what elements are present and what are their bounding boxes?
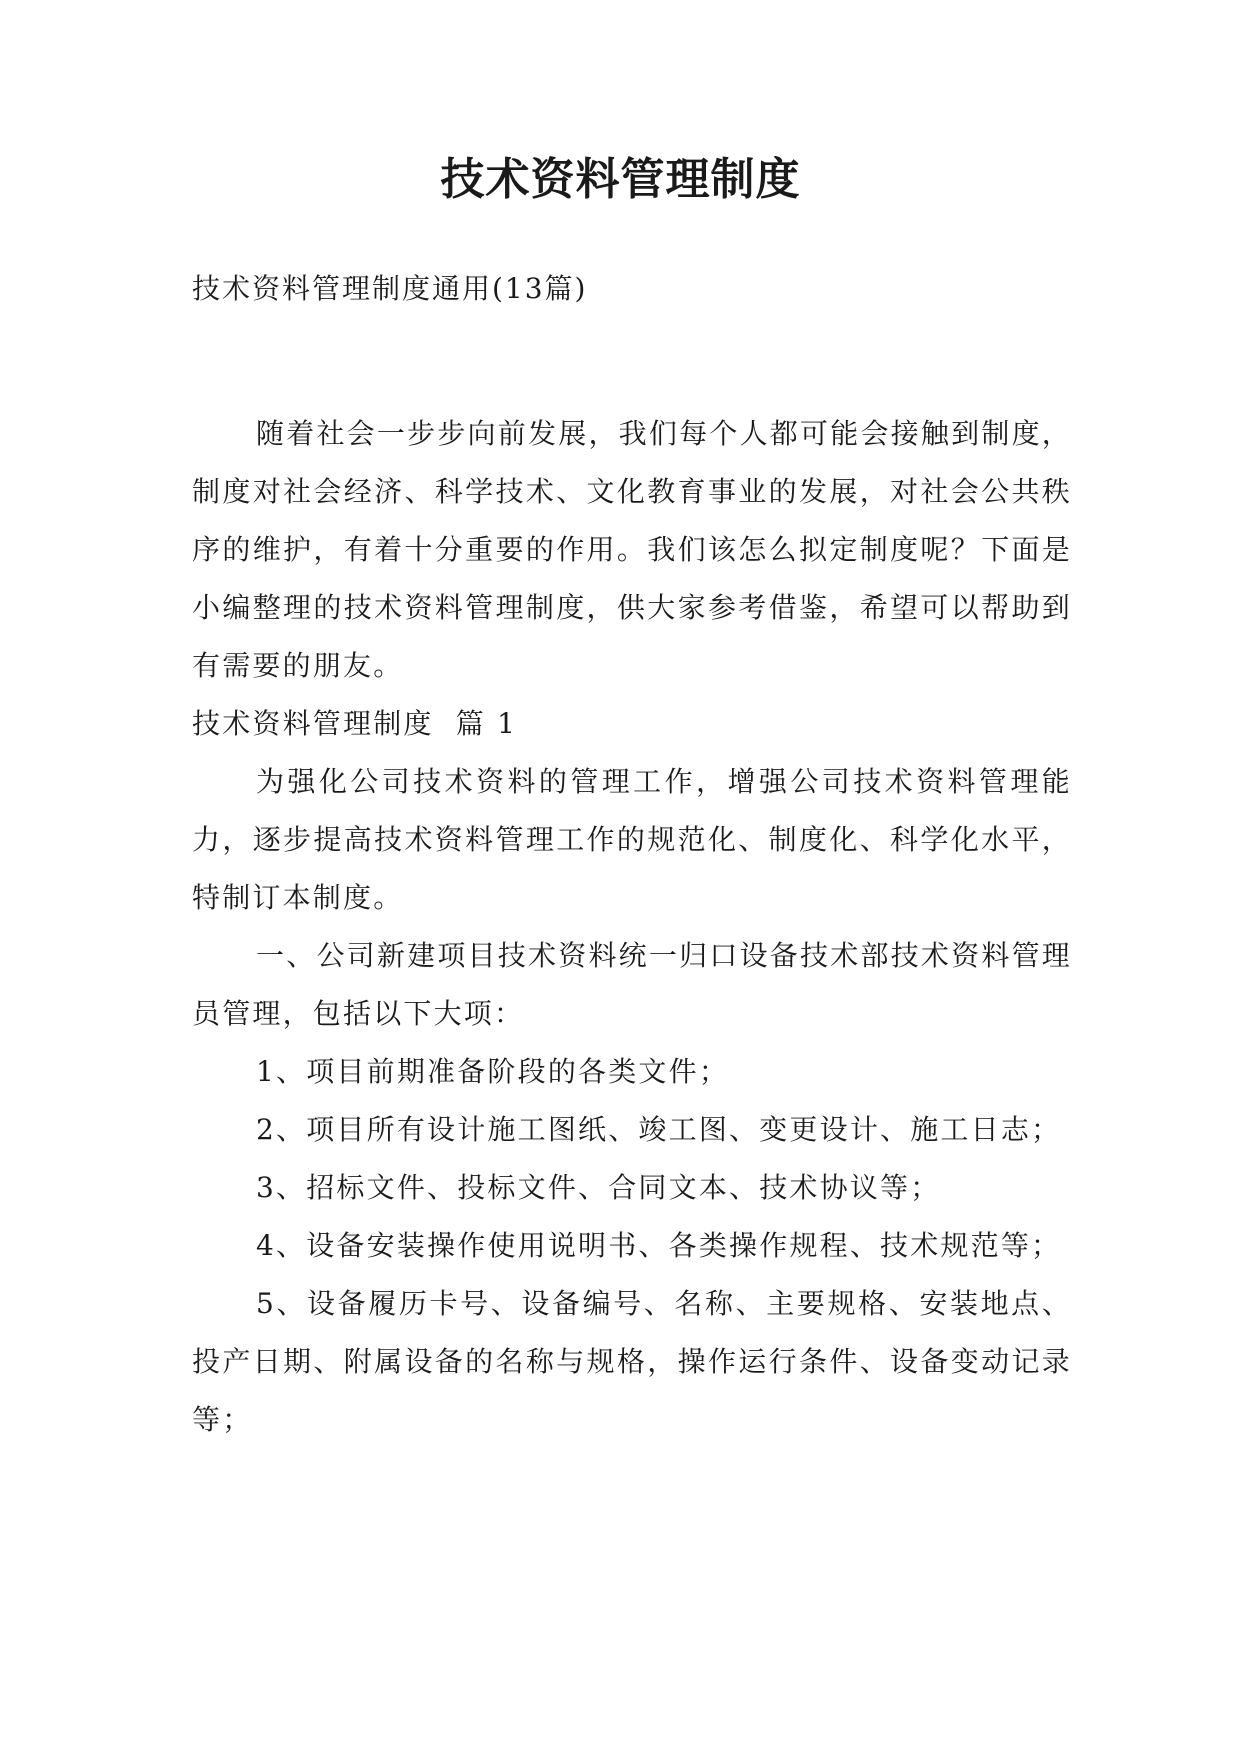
list-item-4: 4、设备安装操作使用说明书、各类操作规程、技术规范等； (256, 1229, 1062, 1262)
list-item-3: 3、招标文件、投标文件、合同文本、技术协议等； (256, 1171, 941, 1204)
intro-paragraph: 随着社会一步步向前发展，我们每个人都可能会接触到制度，制度对社会经济、科学技术、文化教育事业的发展，对社会公共秩序的维护，有着十分重要的作用。我们该怎么拟定制度呢？下面是小编整理的技术资料管理制度，供大家参考借鉴，希望可以帮助到有需要的朋友。 (192, 417, 1072, 682)
list-item-5: 5、设备履历卡号、设备编号、名称、主要规格、安装地点、投产日期、附属设备的名称与规格，操作运行条件、设备变动记录等； (192, 1287, 1072, 1436)
list-item-2: 2、项目所有设计施工图纸、竣工图、变更设计、施工日志； (256, 1113, 1062, 1146)
document-title: 技术资料管理制度 (440, 154, 801, 205)
body-paragraph-scope: 一、公司新建项目技术资料统一归口设备技术部技术资料管理员管理，包括以下大项： (192, 939, 1072, 1030)
body-paragraph-purpose: 为强化公司技术资料的管理工作，增强公司技术资料管理能力，逐步提高技术资料管理工作的规范化、制度化、科学化水平，特制订本制度。 (192, 765, 1072, 914)
section-heading: 技术资料管理制度 篇 1 (192, 707, 518, 740)
document-subtitle: 技术资料管理制度通用(13篇) (192, 272, 588, 305)
document-body (192, 405, 1072, 1449)
list-item-1: 1、项目前期准备阶段的各类文件； (256, 1055, 730, 1088)
